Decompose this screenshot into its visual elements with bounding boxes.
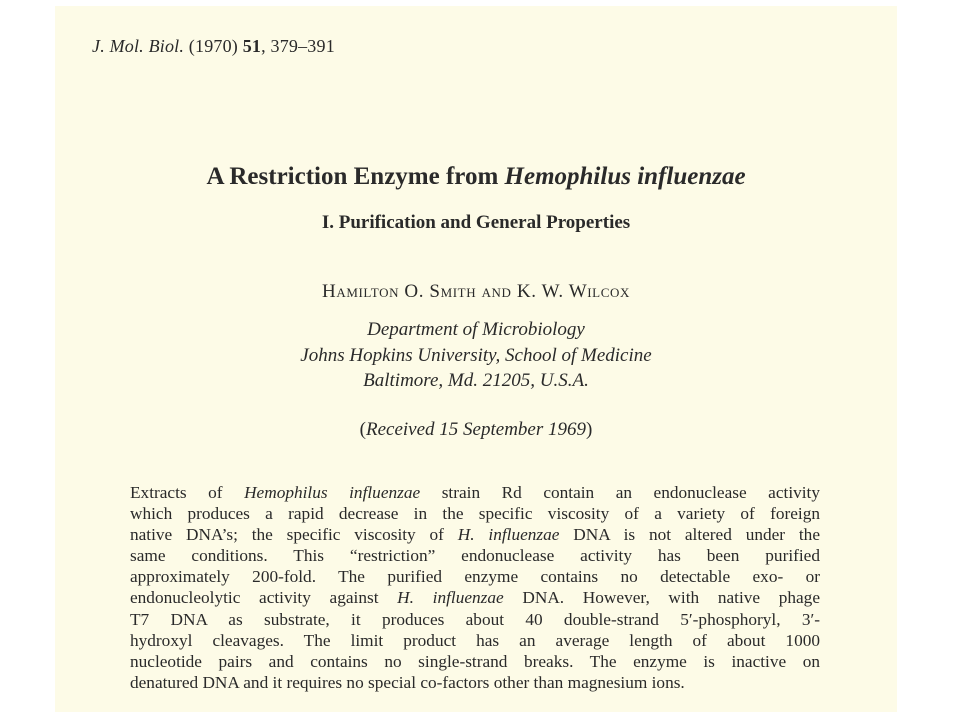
author-second: K. W. Wilcox bbox=[516, 281, 630, 302]
affiliation-university: Johns Hopkins University, School of Medicine bbox=[300, 345, 652, 366]
paper-title bbox=[55, 163, 897, 191]
received-close-paren: ) bbox=[586, 419, 593, 440]
journal-year: (1970) bbox=[188, 36, 238, 56]
abstract-text: strain Rd contain an endonuclease activity bbox=[420, 483, 820, 502]
abstract-species: H. influenzae bbox=[457, 525, 560, 545]
author-line bbox=[55, 281, 897, 303]
title-species: Hemophilus influenzae bbox=[504, 163, 746, 190]
abstract-line: hydroxyl cleavages. The limit product has an average length of about 1000 bbox=[130, 630, 820, 650]
abstract bbox=[130, 482, 820, 693]
journal-citation bbox=[92, 36, 335, 57]
abstract-text: Extracts of bbox=[130, 483, 245, 502]
paper-subtitle: I. Purification and General Properties bbox=[321, 212, 631, 233]
abstract-line bbox=[130, 524, 820, 545]
abstract-line: T7 DNA as substrate, it produces about 40 double-strand 5′-phosphoryl, 3′- bbox=[130, 609, 820, 629]
received-open-paren: ( bbox=[359, 419, 366, 440]
affiliation-department: Department of Microbiology bbox=[367, 319, 585, 340]
abstract-line: approximately 200-fold. The purified enzyme contains no detectable exo- or bbox=[130, 567, 820, 587]
abstract-species: H. influenzae bbox=[397, 588, 504, 608]
abstract-species: Hemophilus influenzae bbox=[244, 483, 421, 502]
received-date bbox=[55, 419, 897, 441]
abstract-text: native DNA’s; the specific viscosity of bbox=[130, 525, 458, 545]
journal-pages: , 379–391 bbox=[261, 36, 335, 56]
abstract-text: DNA is not altered under the bbox=[559, 525, 820, 545]
received-text: Received 15 September 1969 bbox=[366, 419, 586, 440]
abstract-text: DNA. However, with native phage bbox=[503, 588, 820, 608]
abstract-line: which produces a rapid decrease in the specific viscosity of a variety of foreign bbox=[130, 504, 820, 524]
journal-volume: 51 bbox=[242, 36, 262, 56]
abstract-line bbox=[130, 482, 820, 503]
abstract-line: nucleotide pairs and contains no single-strand breaks. The enzyme is inactive on bbox=[130, 651, 820, 671]
abstract-line bbox=[130, 587, 820, 608]
affiliation-address: Baltimore, Md. 21205, U.S.A. bbox=[363, 370, 589, 391]
paper-page bbox=[55, 6, 897, 712]
journal-name: J. Mol. Biol. bbox=[92, 36, 185, 56]
abstract-text: endonucleolytic activity against bbox=[130, 588, 398, 608]
author-conjunction: and bbox=[476, 281, 517, 302]
abstract-line: denatured DNA and it requires no special co-factors other than magnesium ions. bbox=[130, 672, 685, 692]
author-first: Hamilton O. Smith bbox=[322, 281, 477, 302]
abstract-line: same conditions. This “restriction” endonuclease activity has been purified bbox=[130, 546, 820, 566]
title-main: A Restriction Enzyme from bbox=[206, 163, 505, 190]
